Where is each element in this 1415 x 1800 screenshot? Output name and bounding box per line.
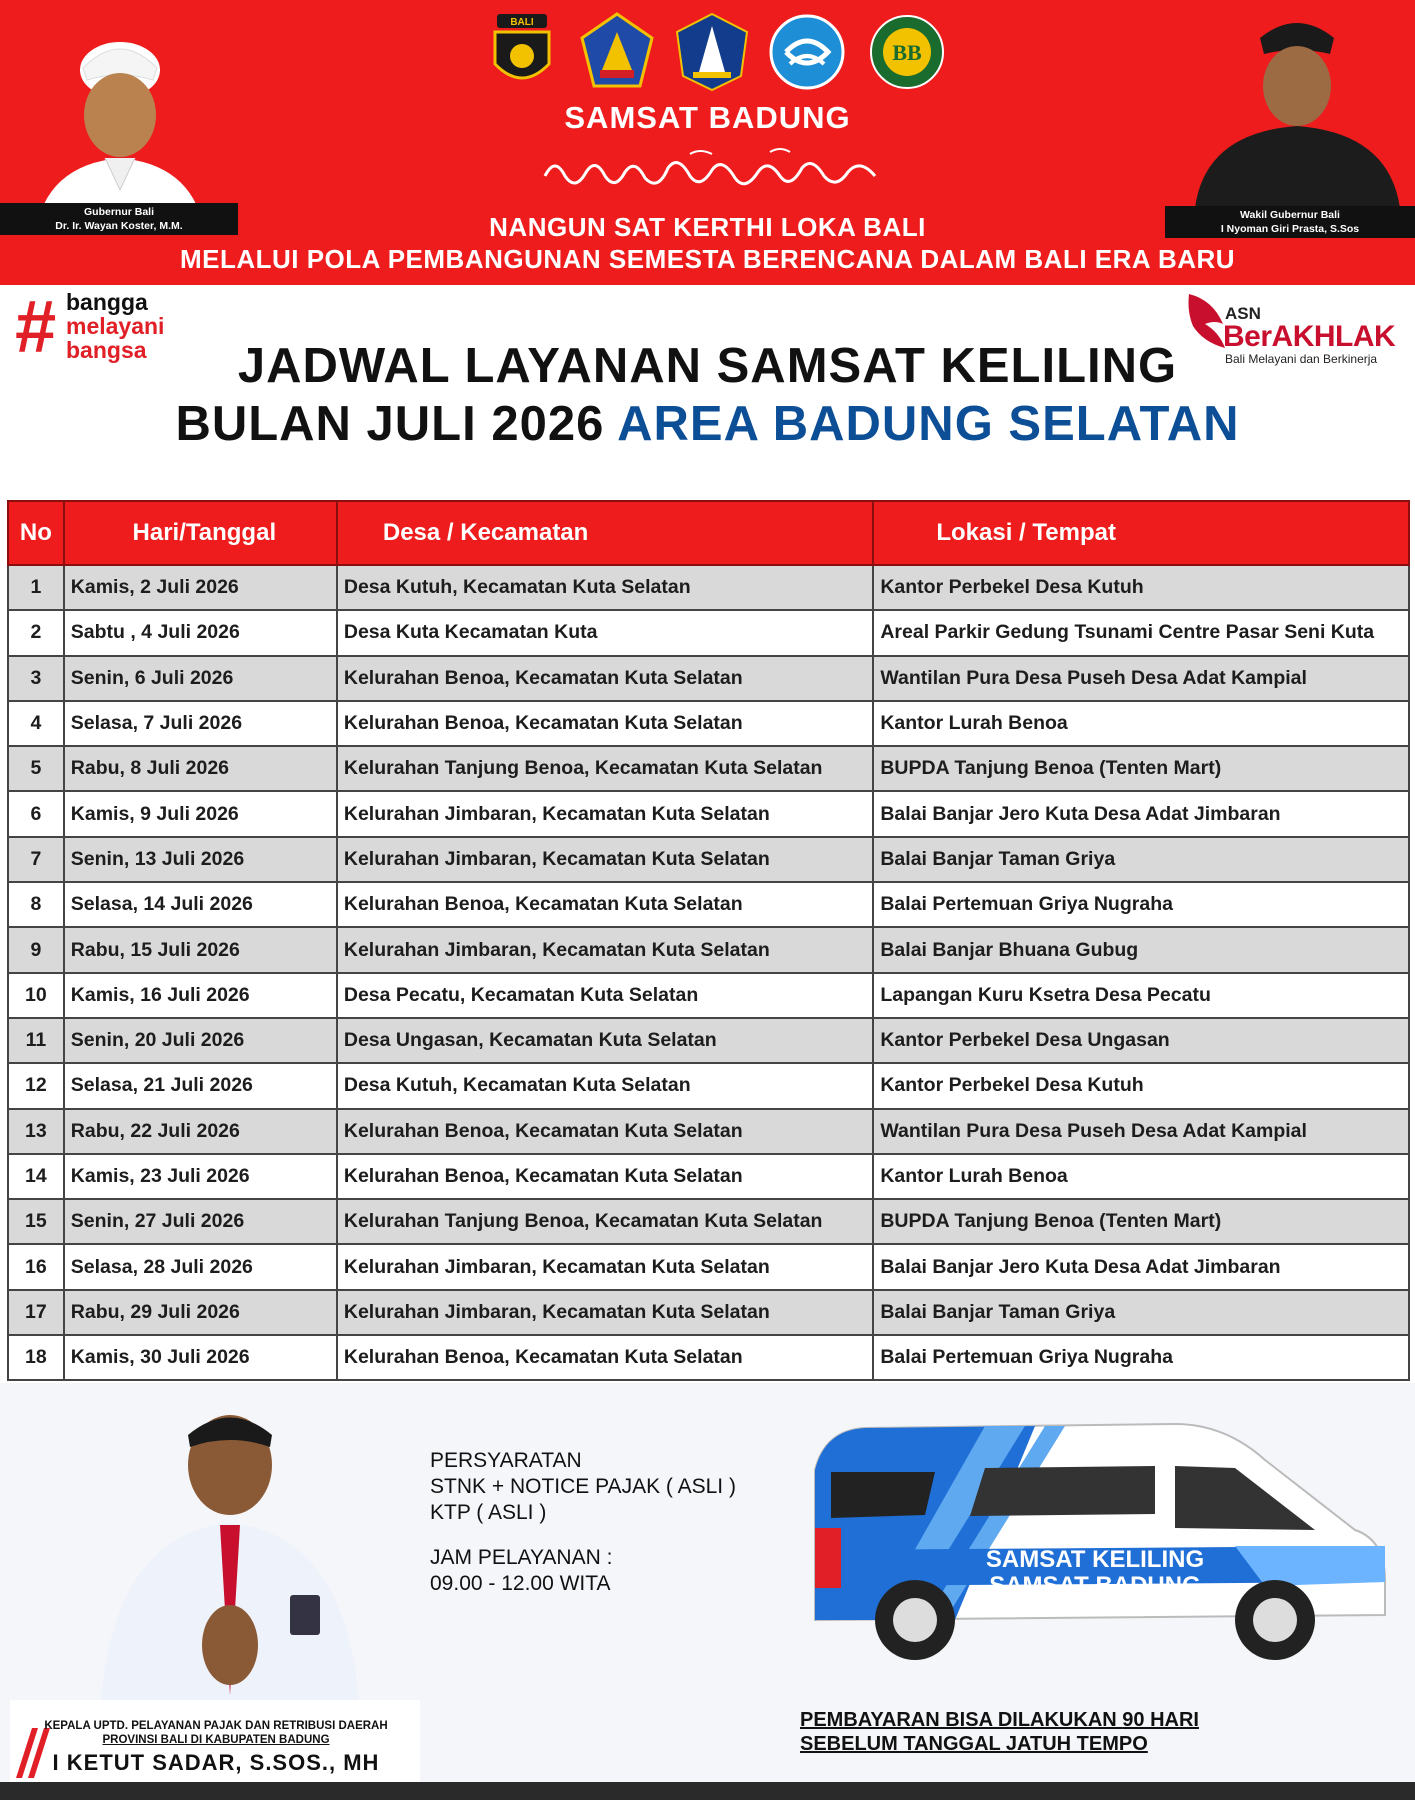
jasa-raharja-logo-icon bbox=[768, 12, 846, 92]
table-row bbox=[8, 927, 1409, 972]
header-no: No bbox=[8, 501, 64, 565]
cell-no: 11 bbox=[8, 1018, 64, 1063]
asn-label: ASN bbox=[1225, 304, 1261, 323]
cell-lokasi-tempat: Balai Banjar Bhuana Gubug bbox=[873, 927, 1409, 972]
cell-no: 14 bbox=[8, 1154, 64, 1199]
table-row bbox=[8, 1018, 1409, 1063]
cell-desa-kecamatan: Kelurahan Benoa, Kecamatan Kuta Selatan bbox=[337, 1109, 873, 1154]
van-label-line-2: SAMSAT BADUNG bbox=[989, 1572, 1201, 1599]
cell-hari-tanggal: Senin, 6 Juli 2026 bbox=[64, 656, 337, 701]
cell-desa-kecamatan: Desa Ungasan, Kecamatan Kuta Selatan bbox=[337, 1018, 873, 1063]
cell-lokasi-tempat: Kantor Perbekel Desa Ungasan bbox=[873, 1018, 1409, 1063]
berakhlak-tagline: Bali Melayani dan Berkinerja bbox=[1225, 352, 1378, 366]
cell-desa-kecamatan: Kelurahan Jimbaran, Kecamatan Kuta Selatan bbox=[337, 1290, 873, 1335]
motto-line-2: MELALUI POLA PEMBANGUNAN SEMESTA BERENCANA DALAM BALI ERA BARU bbox=[179, 244, 1236, 274]
cell-hari-tanggal: Kamis, 23 Juli 2026 bbox=[64, 1154, 337, 1199]
requirement-item-2: KTP ( ASLI ) bbox=[430, 1501, 547, 1524]
requirements-block bbox=[430, 1448, 736, 1526]
bali-police-icon bbox=[483, 12, 561, 92]
cell-desa-kecamatan: Kelurahan Jimbaran, Kecamatan Kuta Selatan bbox=[337, 927, 873, 972]
table-row bbox=[8, 1199, 1409, 1244]
cell-no: 7 bbox=[8, 837, 64, 882]
cell-lokasi-tempat: Balai Banjar Taman Griya bbox=[873, 837, 1409, 882]
cell-lokasi-tempat: Balai Banjar Taman Griya bbox=[873, 1290, 1409, 1335]
cell-desa-kecamatan: Kelurahan Tanjung Benoa, Kecamatan Kuta Selatan bbox=[337, 1199, 873, 1244]
official-title: KEPALA UPTD. PELAYANAN PAJAK DAN RETRIBUSI DAERAH bbox=[44, 1720, 388, 1732]
cell-hari-tanggal: Kamis, 9 Juli 2026 bbox=[64, 791, 337, 836]
cell-hari-tanggal: Selasa, 28 Juli 2026 bbox=[64, 1244, 337, 1289]
table-row bbox=[8, 1335, 1409, 1380]
cell-lokasi-tempat: Balai Banjar Jero Kuta Desa Adat Jimbaran bbox=[873, 791, 1409, 836]
vice-governor-name: I Nyoman Giri Prasta, S.Sos bbox=[1220, 223, 1360, 235]
service-hours-value: 09.00 - 12.00 WITA bbox=[430, 1572, 611, 1595]
cell-desa-kecamatan: Desa Pecatu, Kecamatan Kuta Selatan bbox=[337, 973, 873, 1018]
cell-no: 8 bbox=[8, 882, 64, 927]
table-row bbox=[8, 656, 1409, 701]
cell-no: 16 bbox=[8, 1244, 64, 1289]
balinese-script-icon bbox=[540, 146, 880, 196]
cell-hari-tanggal: Rabu, 29 Juli 2026 bbox=[64, 1290, 337, 1335]
cell-no: 9 bbox=[8, 927, 64, 972]
cell-lokasi-tempat: Wantilan Pura Desa Puseh Desa Adat Kampial bbox=[873, 656, 1409, 701]
cell-no: 10 bbox=[8, 973, 64, 1018]
motto-line-1: NANGUN SAT KERTHI LOKA BALI bbox=[489, 212, 926, 242]
cell-lokasi-tempat: BUPDA Tanjung Benoa (Tenten Mart) bbox=[873, 746, 1409, 791]
official-subtitle: PROVINSI BALI DI KABUPATEN BADUNG bbox=[102, 1734, 330, 1746]
service-hours-block bbox=[430, 1545, 612, 1597]
cell-lokasi-tempat: Kantor Lurah Benoa bbox=[873, 1154, 1409, 1199]
cell-lokasi-tempat: Kantor Lurah Benoa bbox=[873, 701, 1409, 746]
official-portrait bbox=[80, 1395, 380, 1715]
cell-no: 17 bbox=[8, 1290, 64, 1335]
cell-hari-tanggal: Rabu, 22 Juli 2026 bbox=[64, 1109, 337, 1154]
table-row bbox=[8, 1290, 1409, 1335]
cell-desa-kecamatan: Desa Kutuh, Kecamatan Kuta Selatan bbox=[337, 1063, 873, 1108]
table-header-row bbox=[8, 501, 1409, 565]
payment-note-prefix: PEMBAYARAN BISA DILAKUKAN bbox=[800, 1709, 1123, 1731]
schedule-table bbox=[7, 500, 1410, 1381]
samsat-title: SAMSAT BADUNG bbox=[564, 100, 851, 135]
table-row bbox=[8, 565, 1409, 610]
table-row bbox=[8, 1109, 1409, 1154]
cell-lokasi-tempat: Kantor Perbekel Desa Kutuh bbox=[873, 565, 1409, 610]
cell-lokasi-tempat: BUPDA Tanjung Benoa (Tenten Mart) bbox=[873, 1199, 1409, 1244]
cell-hari-tanggal: Kamis, 30 Juli 2026 bbox=[64, 1335, 337, 1380]
cell-no: 4 bbox=[8, 701, 64, 746]
cell-desa-kecamatan: Kelurahan Benoa, Kecamatan Kuta Selatan bbox=[337, 656, 873, 701]
table-row bbox=[8, 882, 1409, 927]
cell-hari-tanggal: Rabu, 8 Juli 2026 bbox=[64, 746, 337, 791]
bangga-word-1: bangga bbox=[66, 289, 148, 315]
van-label-line-1: SAMSAT KELILING bbox=[985, 1546, 1205, 1573]
cell-lokasi-tempat: Balai Banjar Jero Kuta Desa Adat Jimbaran bbox=[873, 1244, 1409, 1289]
hashtag-icon: # bbox=[14, 285, 56, 368]
cell-desa-kecamatan: Kelurahan Benoa, Kecamatan Kuta Selatan bbox=[337, 1154, 873, 1199]
cell-hari-tanggal: Senin, 27 Juli 2026 bbox=[64, 1199, 337, 1244]
vice-governor-caption bbox=[1165, 206, 1415, 238]
cell-hari-tanggal: Senin, 13 Juli 2026 bbox=[64, 837, 337, 882]
table-row bbox=[8, 837, 1409, 882]
cell-desa-kecamatan: Desa Kutuh, Kecamatan Kuta Selatan bbox=[337, 565, 873, 610]
samsat-keliling-van bbox=[795, 1410, 1395, 1670]
header-hari-tanggal: Hari/Tanggal bbox=[64, 501, 337, 565]
cell-no: 1 bbox=[8, 565, 64, 610]
table-body bbox=[8, 565, 1409, 1380]
header-lokasi-tempat: Lokasi / Tempat bbox=[873, 501, 1409, 565]
cell-hari-tanggal: Rabu, 15 Juli 2026 bbox=[64, 927, 337, 972]
bangga-word-3: bangsa bbox=[66, 337, 147, 363]
table-row bbox=[8, 973, 1409, 1018]
cell-desa-kecamatan: Kelurahan Tanjung Benoa, Kecamatan Kuta Selatan bbox=[337, 746, 873, 791]
cell-hari-tanggal: Selasa, 7 Juli 2026 bbox=[64, 701, 337, 746]
governor-name: Dr. Ir. Wayan Koster, M.M. bbox=[55, 220, 183, 232]
cell-hari-tanggal: Sabtu , 4 Juli 2026 bbox=[64, 610, 337, 655]
title-area: AREA BADUNG SELATAN bbox=[617, 397, 1240, 451]
cell-hari-tanggal: Kamis, 16 Juli 2026 bbox=[64, 973, 337, 1018]
cell-desa-kecamatan: Kelurahan Benoa, Kecamatan Kuta Selatan bbox=[337, 1335, 873, 1380]
svg-text:BB: BB bbox=[892, 40, 922, 65]
governor-role: Gubernur Bali bbox=[83, 206, 154, 218]
header-banner bbox=[0, 0, 1415, 285]
bali-province-emblem-icon bbox=[578, 12, 656, 92]
title-month: BULAN JULI 2026 bbox=[175, 397, 618, 451]
cell-lokasi-tempat: Lapangan Kuru Ksetra Desa Pecatu bbox=[873, 973, 1409, 1018]
schedule-title-line-1: JADWAL LAYANAN SAMSAT KELILING bbox=[237, 339, 1178, 393]
cell-hari-tanggal: Kamis, 2 Juli 2026 bbox=[64, 565, 337, 610]
cell-no: 13 bbox=[8, 1109, 64, 1154]
vice-governor-role: Wakil Gubernur Bali bbox=[1240, 209, 1340, 221]
cell-no: 5 bbox=[8, 746, 64, 791]
bottom-bar bbox=[0, 1782, 1415, 1800]
cell-no: 18 bbox=[8, 1335, 64, 1380]
table-row bbox=[8, 1244, 1409, 1289]
partner-logos bbox=[483, 12, 953, 92]
cell-no: 15 bbox=[8, 1199, 64, 1244]
payment-note-line-2: SEBELUM TANGGAL JATUH TEMPO bbox=[800, 1733, 1148, 1755]
cell-lokasi-tempat: Wantilan Pura Desa Puseh Desa Adat Kampial bbox=[873, 1109, 1409, 1154]
payment-note-days: 90 HARI bbox=[1122, 1709, 1199, 1731]
cell-lokasi-tempat: Balai Pertemuan Griya Nugraha bbox=[873, 1335, 1409, 1380]
payment-note bbox=[800, 1708, 1199, 1756]
cell-lokasi-tempat: Areal Parkir Gedung Tsunami Centre Pasar Seni Kuta bbox=[873, 610, 1409, 655]
cell-no: 6 bbox=[8, 791, 64, 836]
cell-hari-tanggal: Selasa, 21 Juli 2026 bbox=[64, 1063, 337, 1108]
table-row bbox=[8, 746, 1409, 791]
cell-desa-kecamatan: Desa Kuta Kecamatan Kuta bbox=[337, 610, 873, 655]
official-name: I KETUT SADAR, S.SOS., MH bbox=[52, 1750, 380, 1775]
schedule-title-line-2 bbox=[0, 396, 1415, 452]
cell-desa-kecamatan: Kelurahan Jimbaran, Kecamatan Kuta Selatan bbox=[337, 791, 873, 836]
badung-regency-emblem-icon bbox=[673, 12, 751, 92]
cell-lokasi-tempat: Balai Pertemuan Griya Nugraha bbox=[873, 882, 1409, 927]
cell-lokasi-tempat: Kantor Perbekel Desa Kutuh bbox=[873, 1063, 1409, 1108]
cell-desa-kecamatan: Kelurahan Benoa, Kecamatan Kuta Selatan bbox=[337, 701, 873, 746]
payment-note-line-1 bbox=[800, 1708, 1199, 1732]
table-row bbox=[8, 791, 1409, 836]
cell-hari-tanggal: Senin, 20 Juli 2026 bbox=[64, 1018, 337, 1063]
cell-hari-tanggal: Selasa, 14 Juli 2026 bbox=[64, 882, 337, 927]
cell-no: 2 bbox=[8, 610, 64, 655]
requirement-item-1: STNK + NOTICE PAJAK ( ASLI ) bbox=[430, 1475, 736, 1498]
table-row bbox=[8, 610, 1409, 655]
bangga-word-2: melayani bbox=[66, 313, 165, 339]
cell-desa-kecamatan: Kelurahan Jimbaran, Kecamatan Kuta Selatan bbox=[337, 837, 873, 882]
header-desa-kecamatan: Desa / Kecamatan bbox=[337, 501, 873, 565]
table-row bbox=[8, 1154, 1409, 1199]
cell-desa-kecamatan: Kelurahan Benoa, Kecamatan Kuta Selatan bbox=[337, 882, 873, 927]
cell-no: 3 bbox=[8, 656, 64, 701]
requirements-title: PERSYARATAN bbox=[430, 1449, 582, 1472]
svg-text:BALI: BALI bbox=[510, 17, 534, 28]
bank-bpd-bali-logo-icon bbox=[868, 12, 946, 92]
table-row bbox=[8, 1063, 1409, 1108]
berakhlak-label: BerAKHLAK bbox=[1223, 320, 1396, 353]
cell-desa-kecamatan: Kelurahan Jimbaran, Kecamatan Kuta Selatan bbox=[337, 1244, 873, 1289]
service-hours-label: JAM PELAYANAN : bbox=[430, 1546, 613, 1569]
cell-no: 12 bbox=[8, 1063, 64, 1108]
table-row bbox=[8, 701, 1409, 746]
vice-governor-portrait bbox=[1190, 8, 1405, 208]
